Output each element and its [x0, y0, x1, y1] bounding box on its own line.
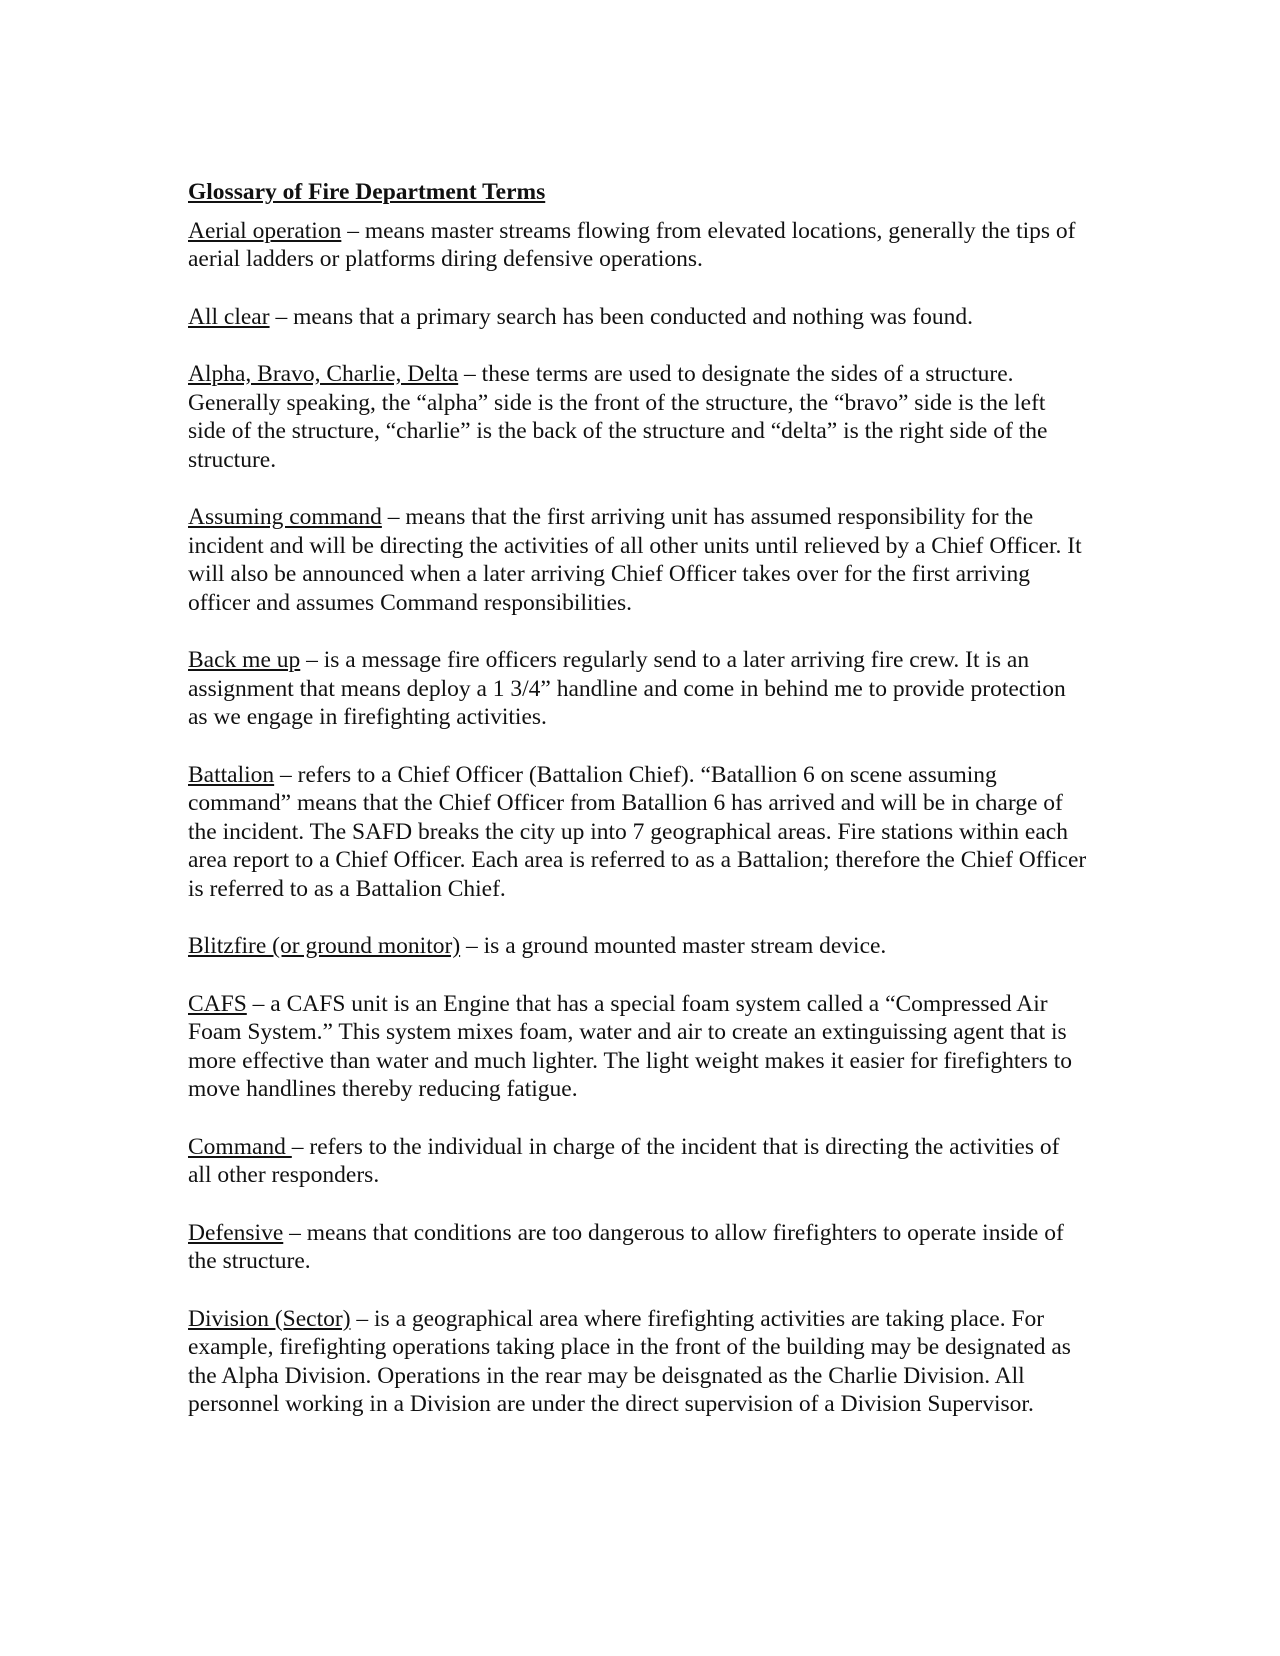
glossary-entry-cafs	[188, 990, 1088, 1104]
glossary-definition: – is a ground mounted master stream device.	[460, 933, 887, 959]
glossary-entry-division-sector	[188, 1305, 1088, 1419]
glossary-definition: – is a message fire officers regularly send to a later arriving fire crew. It is an assignment that means deploy a 1 3/4” handline and come in behind me to provide protection as we engage in firefighting activities.	[188, 647, 1066, 730]
glossary-entry-blitzfire	[188, 932, 1088, 961]
glossary-entry-command	[188, 1133, 1088, 1190]
glossary-term: Aerial operation	[188, 217, 342, 244]
glossary-term: Command	[188, 1133, 292, 1160]
glossary-definition: – these terms are used to designate the sides of a structure. Generally speaking, the “alpha” side is the front of the structure, the “bravo” side is the left side of the structure, “charlie” is the back of the structure and “delta” is the right side of the structure.	[188, 361, 1048, 473]
glossary-definition: – a CAFS unit is an Engine that has a special foam system called a “Compressed Air Foam System.” This system mixes foam, water and air to create an extinguissing agent that is more effective than water and much lighter. The light weight makes it easier for firefighters to move handlines thereby reducing fatigue.	[188, 990, 1072, 1102]
glossary-term: Back me up	[188, 647, 301, 673]
glossary-entry-assuming-command	[188, 503, 1088, 617]
glossary-entry-back-me-up	[188, 646, 1088, 732]
glossary-term: Alpha, Bravo, Charlie, Delta	[188, 361, 459, 387]
glossary-entry-aerial-operation	[188, 217, 1088, 274]
glossary-term: Assuming command	[188, 504, 382, 530]
glossary-entry-defensive	[188, 1219, 1088, 1276]
glossary-term: Blitzfire (or ground monitor)	[188, 933, 461, 959]
glossary-entry-all-clear	[188, 303, 1088, 332]
page-title: Glossary of Fire Department Terms	[188, 179, 546, 205]
glossary-term: Defensive	[188, 1219, 284, 1246]
glossary-term: All clear	[188, 303, 270, 330]
glossary-entry-battalion	[188, 761, 1088, 904]
glossary-definition: – means that the first arriving unit has assumed responsibility for the incident and will be directing the activities of all other units until relieved by a Chief Officer. It will also be announced when a later arriving Chief Officer takes over for the first arriving officer and assumes Command responsibilities.	[188, 504, 1082, 616]
glossary-definition: – means master streams flowing from elevated locations, generally the tips of aerial ladders or platforms diring defensive operations.	[188, 217, 1076, 272]
glossary-term: Battalion	[188, 761, 275, 788]
glossary-definition: – refers to the individual in charge of the incident that is directing the activities of all other responders.	[188, 1133, 1060, 1188]
glossary-definition: – means that conditions are too dangerous to allow firefighters to operate inside of the structure.	[188, 1219, 1064, 1274]
glossary-entry-alpha-bravo-charlie-delta	[188, 360, 1088, 474]
glossary-content	[188, 178, 1088, 1448]
glossary-definition: – means that a primary search has been conducted and nothing was found.	[269, 303, 974, 330]
glossary-definition: – is a geographical area where firefighting activities are taking place. For example, firefighting operations taking place in the front of the building may be designated as the Alpha Division. Operations in the rear may be deisgnated as the Charlie Division. All personnel working in a Division are under the direct supervision of a Division Supervisor.	[188, 1305, 1071, 1417]
glossary-term: CAFS	[188, 990, 247, 1017]
glossary-definition: – refers to a Chief Officer (Battalion Chief). “Batallion 6 on scene assuming command” means that the Chief Officer from Batallion 6 has arrived and will be in charge of the incident. The SAFD breaks the city up into 7 geographical areas. Fire stations within each area report to a Chief Officer. Each area is referred to as a Battalion; therefore the Chief Officer is referred to as a Battalion Chief.	[188, 761, 1087, 902]
glossary-term: Division (Sector)	[188, 1305, 351, 1332]
